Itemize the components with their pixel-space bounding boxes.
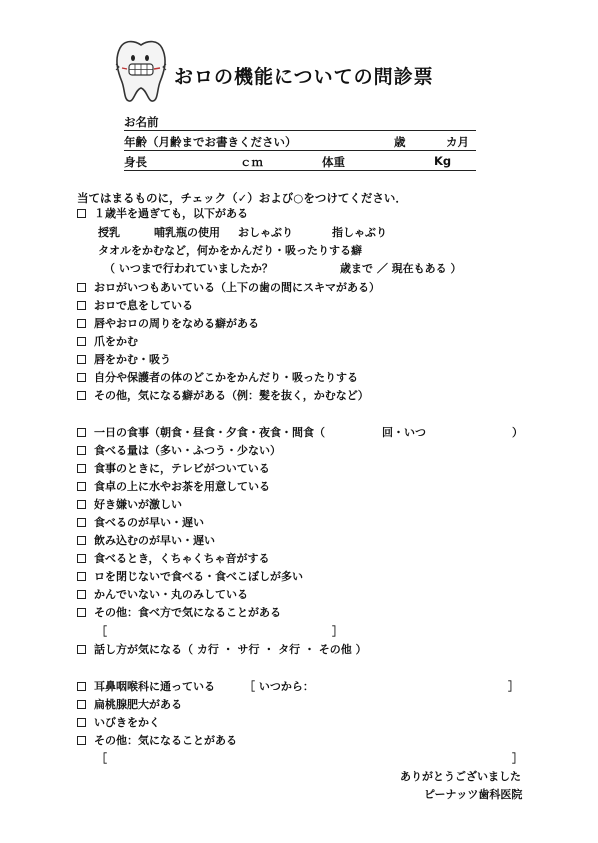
checkbox[interactable] <box>77 608 86 617</box>
item-label: 飲み込むのが早い・遅い <box>94 534 215 547</box>
section2-bracket-close: ］ <box>332 625 343 638</box>
list-item[interactable] <box>77 605 281 621</box>
name-label: お名前 <box>124 115 159 129</box>
page-title: おロの機能についての問診票 <box>174 66 434 88</box>
ent-since: ［ いつから： <box>244 680 314 693</box>
item-label: おロで息をしている <box>94 299 193 312</box>
list-item[interactable] <box>77 443 281 459</box>
list-item[interactable] <box>77 551 270 567</box>
item-label: その他：気になることがある <box>94 734 237 747</box>
list-item[interactable] <box>77 733 237 749</box>
checkbox[interactable] <box>77 718 86 727</box>
ent-label: 耳鼻咽喉科に通っている <box>94 680 215 693</box>
item-label: 食卓の上に水やお茶を用意している <box>94 480 270 493</box>
checkbox[interactable] <box>77 572 86 581</box>
section2-bracket-open: ［ <box>96 625 107 638</box>
item-label: かんでいない・丸のみしている <box>94 588 248 601</box>
item-label: ロを閉じないで食べる・食べこぼしが多い <box>94 570 303 583</box>
list-item[interactable] <box>77 533 215 549</box>
list-item[interactable] <box>77 697 182 713</box>
item-label: 唇をかむ・吸う <box>94 353 171 366</box>
age-label: 年齢（月齢までお書きください） <box>124 135 297 149</box>
checkbox[interactable] <box>77 283 86 292</box>
ent-close: ］ <box>508 680 519 693</box>
list-item[interactable] <box>77 280 380 296</box>
list-item[interactable] <box>77 587 248 603</box>
list-item[interactable] <box>77 316 259 332</box>
q1-opt-bottle: 哺乳瓶の使用 <box>154 226 220 239</box>
checkbox[interactable] <box>77 391 86 400</box>
q1-paren-close: 歳まで ／ 現在もある ） <box>340 262 462 275</box>
q1-item[interactable] <box>77 206 248 222</box>
age-months-unit: カ月 <box>446 135 469 149</box>
meals-count: 回・いつ <box>382 426 426 439</box>
item-label: 食べるとき，くちゃくちゃ音がする <box>94 552 270 565</box>
checkbox[interactable] <box>77 700 86 709</box>
item-label: 食事のときに，テレビがついている <box>94 462 270 475</box>
item-label: 好き嫌いが激しい <box>94 498 182 511</box>
checkbox[interactable] <box>77 536 86 545</box>
list-item[interactable] <box>77 497 182 513</box>
weight-label: 体重 <box>322 155 345 169</box>
checkbox[interactable] <box>77 590 86 599</box>
speech-label: 話し方が気になる（ カ行 ・ サ行 ・ タ行 ・ その他 ） <box>94 643 367 656</box>
age-row[interactable] <box>124 132 476 151</box>
ent-item[interactable] <box>77 679 215 695</box>
item-label: その他：食べ方で気になることがある <box>94 606 281 619</box>
checkbox[interactable] <box>77 428 86 437</box>
meals-close: ） <box>512 426 523 439</box>
item-label: 自分や保護者の体のどこかをかんだり・吸ったりする <box>94 371 358 384</box>
q1-opt-pacifier: おしゃぶり <box>238 226 293 239</box>
height-weight-row[interactable] <box>124 152 476 171</box>
item-label: 食べる量は（多い・ふつう・少ない） <box>94 444 281 457</box>
tooth-mascot-logo <box>110 38 172 104</box>
item-label: 爪をかむ <box>94 335 138 348</box>
weight-unit: Kg <box>434 154 452 168</box>
meals-item[interactable] <box>77 425 325 441</box>
checkbox[interactable] <box>77 682 86 691</box>
list-item[interactable] <box>77 334 138 350</box>
q1-paren-open: （ いつまで行われていましたか？ <box>104 262 273 275</box>
checkbox[interactable] <box>77 518 86 527</box>
checkbox[interactable] <box>77 482 86 491</box>
clinic-name: ピーナッツ歯科医院 <box>424 788 523 801</box>
q1-opt-breastfeeding: 授乳 <box>98 226 120 239</box>
item-label: おロがいつもあいている（上下の歯の間にスキマがある） <box>94 281 380 294</box>
checkbox[interactable] <box>77 355 86 364</box>
list-item[interactable] <box>77 298 193 314</box>
checkbox[interactable] <box>77 319 86 328</box>
list-item[interactable] <box>77 479 270 495</box>
checkbox[interactable] <box>77 209 86 218</box>
checkbox[interactable] <box>77 500 86 509</box>
checkbox[interactable] <box>77 645 86 654</box>
list-item[interactable] <box>77 370 358 386</box>
item-label: 食べるのが早い・遅い <box>94 516 204 529</box>
section3-bracket-open: ［ <box>96 752 107 765</box>
list-item[interactable] <box>77 715 160 731</box>
q1-opt-thumb: 指しゃぶり <box>332 226 387 239</box>
section3-bracket-close: ］ <box>512 752 523 765</box>
list-item[interactable] <box>77 388 369 404</box>
item-label: いびきをかく <box>94 716 160 729</box>
height-unit: ｃｍ <box>240 155 263 169</box>
checkbox[interactable] <box>77 464 86 473</box>
item-label: その他，気になる癖がある（例：髪を抜く，かむなど） <box>94 389 369 402</box>
age-years-unit: 歳 <box>394 135 406 149</box>
instruction-text: 当てはまるものに，チェック（✓）および○をつけてください． <box>77 191 407 205</box>
list-item[interactable] <box>77 569 303 585</box>
checkbox[interactable] <box>77 373 86 382</box>
item-label: 唇やおロの周りをなめる癖がある <box>94 317 259 330</box>
item-label: 扁桃腺肥大がある <box>94 698 182 711</box>
speech-item[interactable] <box>77 642 367 658</box>
checkbox[interactable] <box>77 301 86 310</box>
height-label: 身長 <box>124 155 147 169</box>
name-row[interactable] <box>124 112 476 131</box>
q1-line2: タオルをかむなど，何かをかんだり・吸ったりする癖 <box>98 244 362 257</box>
list-item[interactable] <box>77 515 204 531</box>
thanks-text: ありがとうございました <box>400 770 521 783</box>
list-item[interactable] <box>77 352 171 368</box>
checkbox[interactable] <box>77 446 86 455</box>
checkbox[interactable] <box>77 736 86 745</box>
meals-label: 一日の食事（朝食・昼食・夕食・夜食・間食（ <box>94 426 325 439</box>
checkbox[interactable] <box>77 554 86 563</box>
q1-label: １歳半を過ぎても，以下がある <box>94 207 248 220</box>
list-item[interactable] <box>77 461 270 477</box>
checkbox[interactable] <box>77 337 86 346</box>
